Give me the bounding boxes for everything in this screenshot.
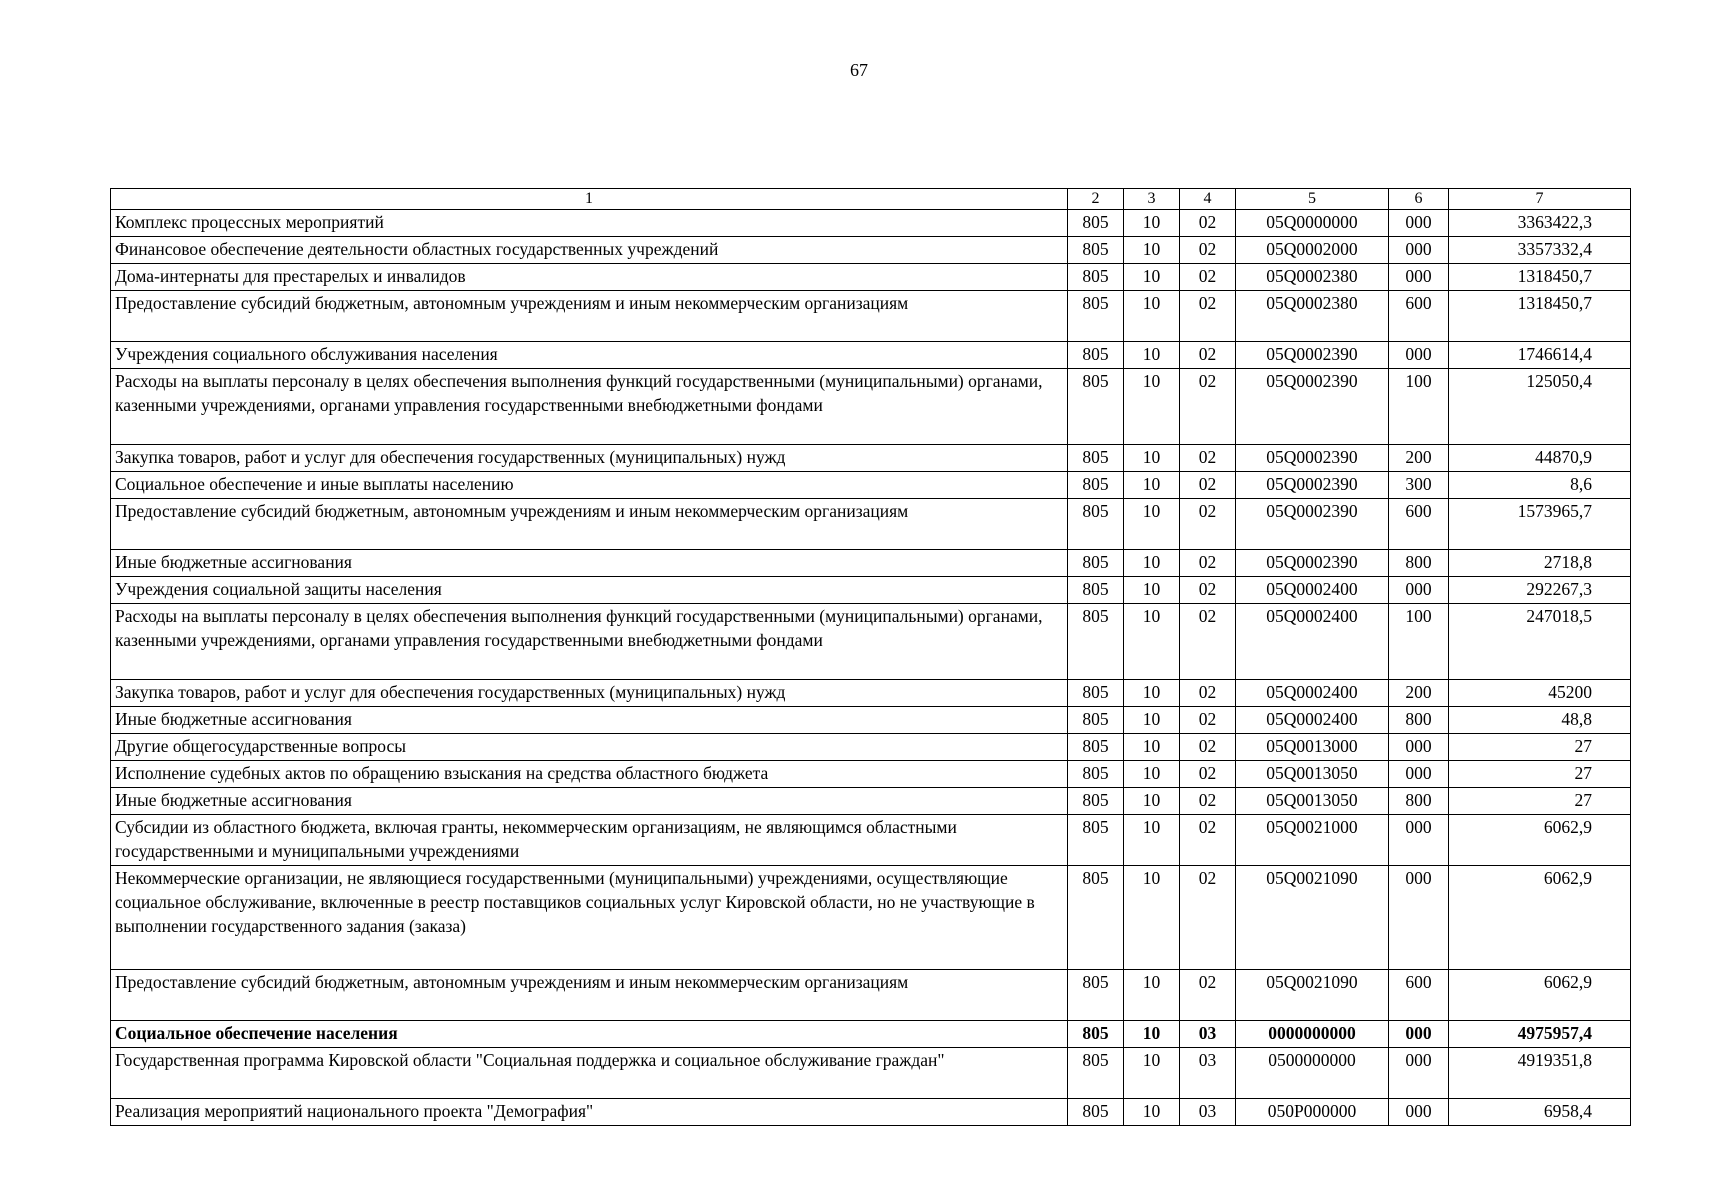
row-amount-cell: 27 xyxy=(1449,734,1631,761)
table-row xyxy=(111,445,1631,472)
row-code-3-cell: 10 xyxy=(1124,604,1180,680)
row-amount-cell: 1746614,4 xyxy=(1449,342,1631,369)
row-amount-cell: 6958,4 xyxy=(1449,1099,1631,1126)
row-code-4-cell: 03 xyxy=(1180,1048,1236,1099)
row-code-6-cell: 100 xyxy=(1389,604,1449,680)
row-code-2-cell: 805 xyxy=(1068,550,1124,577)
budget-table xyxy=(110,188,1631,1126)
row-name-cell: Иные бюджетные ассигнования xyxy=(111,707,1068,734)
header-col-1: 1 xyxy=(111,189,1068,210)
row-code-4-cell: 02 xyxy=(1180,734,1236,761)
row-amount-cell: 44870,9 xyxy=(1449,445,1631,472)
row-code-6-cell: 000 xyxy=(1389,210,1449,237)
row-code-2-cell: 805 xyxy=(1068,237,1124,264)
row-code-6-cell: 600 xyxy=(1389,291,1449,342)
table-row xyxy=(111,815,1631,866)
row-code-6-cell: 000 xyxy=(1389,237,1449,264)
row-code-5-cell: 05Q0002000 xyxy=(1236,237,1389,264)
row-code-4-cell: 02 xyxy=(1180,761,1236,788)
row-code-5-cell: 05Q0002380 xyxy=(1236,291,1389,342)
row-code-2-cell: 805 xyxy=(1068,342,1124,369)
row-amount-cell: 125050,4 xyxy=(1449,369,1631,445)
row-amount-cell: 1573965,7 xyxy=(1449,499,1631,550)
row-code-6-cell: 800 xyxy=(1389,707,1449,734)
row-code-2-cell: 805 xyxy=(1068,866,1124,970)
row-code-3-cell: 10 xyxy=(1124,472,1180,499)
table-row xyxy=(111,707,1631,734)
table-row xyxy=(111,264,1631,291)
row-code-4-cell: 02 xyxy=(1180,788,1236,815)
row-amount-cell: 4975957,4 xyxy=(1449,1021,1631,1048)
row-code-5-cell: 05Q0002390 xyxy=(1236,472,1389,499)
header-row xyxy=(111,189,1631,210)
row-code-5-cell: 05Q0021090 xyxy=(1236,866,1389,970)
row-code-5-cell: 05Q0002400 xyxy=(1236,577,1389,604)
row-code-2-cell: 805 xyxy=(1068,369,1124,445)
row-name-cell: Реализация мероприятий национального проекта "Демография" xyxy=(111,1099,1068,1126)
row-code-2-cell: 805 xyxy=(1068,680,1124,707)
row-code-5-cell: 05Q0002400 xyxy=(1236,604,1389,680)
row-code-4-cell: 02 xyxy=(1180,369,1236,445)
row-name-cell: Учреждения социального обслуживания населения xyxy=(111,342,1068,369)
row-code-6-cell: 000 xyxy=(1389,761,1449,788)
table-row xyxy=(111,291,1631,342)
row-amount-cell: 6062,9 xyxy=(1449,866,1631,970)
row-code-3-cell: 10 xyxy=(1124,970,1180,1021)
row-code-6-cell: 000 xyxy=(1389,1021,1449,1048)
table-row xyxy=(111,237,1631,264)
row-amount-cell: 3363422,3 xyxy=(1449,210,1631,237)
row-code-5-cell: 0000000000 xyxy=(1236,1021,1389,1048)
row-code-2-cell: 805 xyxy=(1068,472,1124,499)
row-code-5-cell: 0500000000 xyxy=(1236,1048,1389,1099)
row-name-cell: Предоставление субсидий бюджетным, автономным учреждениям и иным некоммерческим организациям xyxy=(111,499,1068,550)
row-name-cell: Расходы на выплаты персоналу в целях обеспечения выполнения функций государственными (муниципальными) органами, казенными учреждениями, органами управления государственными внебюджетными фондами xyxy=(111,369,1068,445)
table-row xyxy=(111,866,1631,970)
row-code-4-cell: 02 xyxy=(1180,707,1236,734)
row-name-cell: Закупка товаров, работ и услуг для обеспечения государственных (муниципальных) нужд xyxy=(111,680,1068,707)
header-col-3: 3 xyxy=(1124,189,1180,210)
header-col-7: 7 xyxy=(1449,189,1631,210)
header-col-4: 4 xyxy=(1180,189,1236,210)
row-code-4-cell: 03 xyxy=(1180,1099,1236,1126)
row-code-3-cell: 10 xyxy=(1124,1099,1180,1126)
table-row xyxy=(111,472,1631,499)
row-code-2-cell: 805 xyxy=(1068,499,1124,550)
row-code-4-cell: 02 xyxy=(1180,815,1236,866)
row-code-3-cell: 10 xyxy=(1124,237,1180,264)
row-code-3-cell: 10 xyxy=(1124,445,1180,472)
row-code-3-cell: 10 xyxy=(1124,788,1180,815)
table-row xyxy=(111,577,1631,604)
table-row xyxy=(111,210,1631,237)
header-col-5: 5 xyxy=(1236,189,1389,210)
header-col-6: 6 xyxy=(1389,189,1449,210)
row-amount-cell: 8,6 xyxy=(1449,472,1631,499)
row-code-4-cell: 02 xyxy=(1180,577,1236,604)
row-code-5-cell: 05Q0002390 xyxy=(1236,499,1389,550)
row-name-cell: Иные бюджетные ассигнования xyxy=(111,788,1068,815)
row-name-cell: Предоставление субсидий бюджетным, автономным учреждениям и иным некоммерческим организациям xyxy=(111,291,1068,342)
row-code-3-cell: 10 xyxy=(1124,577,1180,604)
row-code-3-cell: 10 xyxy=(1124,291,1180,342)
row-code-3-cell: 10 xyxy=(1124,680,1180,707)
row-code-5-cell: 05Q0021090 xyxy=(1236,970,1389,1021)
row-code-5-cell: 05Q0002390 xyxy=(1236,369,1389,445)
table-row xyxy=(111,550,1631,577)
row-code-2-cell: 805 xyxy=(1068,291,1124,342)
row-code-2-cell: 805 xyxy=(1068,577,1124,604)
row-code-3-cell: 10 xyxy=(1124,866,1180,970)
row-code-4-cell: 02 xyxy=(1180,264,1236,291)
row-name-cell: Дома-интернаты для престарелых и инвалидов xyxy=(111,264,1068,291)
row-code-4-cell: 02 xyxy=(1180,445,1236,472)
row-code-4-cell: 03 xyxy=(1180,1021,1236,1048)
row-code-6-cell: 000 xyxy=(1389,342,1449,369)
row-code-4-cell: 02 xyxy=(1180,499,1236,550)
row-code-6-cell: 600 xyxy=(1389,970,1449,1021)
row-code-5-cell: 05Q0000000 xyxy=(1236,210,1389,237)
row-name-cell: Иные бюджетные ассигнования xyxy=(111,550,1068,577)
row-code-6-cell: 100 xyxy=(1389,369,1449,445)
row-code-5-cell: 05Q0002390 xyxy=(1236,445,1389,472)
row-code-2-cell: 805 xyxy=(1068,815,1124,866)
row-amount-cell: 45200 xyxy=(1449,680,1631,707)
row-code-6-cell: 600 xyxy=(1389,499,1449,550)
row-amount-cell: 27 xyxy=(1449,788,1631,815)
table-row xyxy=(111,499,1631,550)
table-row xyxy=(111,342,1631,369)
table-row xyxy=(111,369,1631,445)
row-code-3-cell: 10 xyxy=(1124,499,1180,550)
row-code-2-cell: 805 xyxy=(1068,970,1124,1021)
row-name-cell: Учреждения социальной защиты населения xyxy=(111,577,1068,604)
row-code-4-cell: 02 xyxy=(1180,342,1236,369)
row-amount-cell: 48,8 xyxy=(1449,707,1631,734)
row-name-cell: Предоставление субсидий бюджетным, автономным учреждениям и иным некоммерческим организациям xyxy=(111,970,1068,1021)
table-row xyxy=(111,604,1631,680)
row-code-6-cell: 200 xyxy=(1389,445,1449,472)
row-code-3-cell: 10 xyxy=(1124,815,1180,866)
header-col-2: 2 xyxy=(1068,189,1124,210)
row-code-2-cell: 805 xyxy=(1068,1021,1124,1048)
row-code-5-cell: 05Q0002390 xyxy=(1236,342,1389,369)
row-code-3-cell: 10 xyxy=(1124,369,1180,445)
row-name-cell: Финансовое обеспечение деятельности областных государственных учреждений xyxy=(111,237,1068,264)
row-code-2-cell: 805 xyxy=(1068,264,1124,291)
row-code-5-cell: 05Q0021000 xyxy=(1236,815,1389,866)
row-amount-cell: 4919351,8 xyxy=(1449,1048,1631,1099)
row-name-cell: Социальное обеспечение населения xyxy=(111,1021,1068,1048)
row-code-3-cell: 10 xyxy=(1124,550,1180,577)
table-row xyxy=(111,680,1631,707)
table-row xyxy=(111,1021,1631,1048)
row-code-3-cell: 10 xyxy=(1124,761,1180,788)
row-code-5-cell: 05Q0002400 xyxy=(1236,680,1389,707)
row-name-cell: Некоммерческие организации, не являющиеся государственными (муниципальными) учреждениями, осуществляющие социальное обслуживание, включенные в реестр поставщиков социальных услуг Кировской области, но не участвующие в выполнении государственного задания (заказа) xyxy=(111,866,1068,970)
table-row xyxy=(111,788,1631,815)
row-code-4-cell: 02 xyxy=(1180,210,1236,237)
row-name-cell: Исполнение судебных актов по обращению взыскания на средства областного бюджета xyxy=(111,761,1068,788)
table-row xyxy=(111,1048,1631,1099)
row-code-3-cell: 10 xyxy=(1124,264,1180,291)
row-code-2-cell: 805 xyxy=(1068,445,1124,472)
row-amount-cell: 3357332,4 xyxy=(1449,237,1631,264)
row-amount-cell: 1318450,7 xyxy=(1449,291,1631,342)
row-amount-cell: 247018,5 xyxy=(1449,604,1631,680)
row-code-2-cell: 805 xyxy=(1068,210,1124,237)
row-code-4-cell: 02 xyxy=(1180,866,1236,970)
row-code-3-cell: 10 xyxy=(1124,1048,1180,1099)
row-code-6-cell: 000 xyxy=(1389,1099,1449,1126)
row-code-6-cell: 000 xyxy=(1389,734,1449,761)
row-code-6-cell: 800 xyxy=(1389,788,1449,815)
row-name-cell: Закупка товаров, работ и услуг для обеспечения государственных (муниципальных) нужд xyxy=(111,445,1068,472)
row-code-5-cell: 05Q0002390 xyxy=(1236,550,1389,577)
row-code-6-cell: 000 xyxy=(1389,1048,1449,1099)
row-amount-cell: 2718,8 xyxy=(1449,550,1631,577)
row-code-2-cell: 805 xyxy=(1068,707,1124,734)
row-code-4-cell: 02 xyxy=(1180,472,1236,499)
table-row xyxy=(111,734,1631,761)
row-code-2-cell: 805 xyxy=(1068,1048,1124,1099)
row-code-5-cell: 05Q0002400 xyxy=(1236,707,1389,734)
row-code-3-cell: 10 xyxy=(1124,1021,1180,1048)
row-code-5-cell: 050P000000 xyxy=(1236,1099,1389,1126)
row-name-cell: Государственная программа Кировской области "Социальная поддержка и социальное обслуживание граждан" xyxy=(111,1048,1068,1099)
row-code-2-cell: 805 xyxy=(1068,1099,1124,1126)
row-code-4-cell: 02 xyxy=(1180,550,1236,577)
row-code-3-cell: 10 xyxy=(1124,734,1180,761)
row-code-6-cell: 300 xyxy=(1389,472,1449,499)
row-code-2-cell: 805 xyxy=(1068,761,1124,788)
row-code-3-cell: 10 xyxy=(1124,210,1180,237)
row-code-6-cell: 200 xyxy=(1389,680,1449,707)
row-amount-cell: 27 xyxy=(1449,761,1631,788)
row-code-4-cell: 02 xyxy=(1180,291,1236,342)
row-code-6-cell: 000 xyxy=(1389,815,1449,866)
row-code-6-cell: 800 xyxy=(1389,550,1449,577)
row-amount-cell: 6062,9 xyxy=(1449,970,1631,1021)
row-code-3-cell: 10 xyxy=(1124,707,1180,734)
row-amount-cell: 292267,3 xyxy=(1449,577,1631,604)
row-name-cell: Расходы на выплаты персоналу в целях обеспечения выполнения функций государственными (муниципальными) органами, казенными учреждениями, органами управления государственными внебюджетными фондами xyxy=(111,604,1068,680)
row-name-cell: Социальное обеспечение и иные выплаты населению xyxy=(111,472,1068,499)
row-code-4-cell: 02 xyxy=(1180,237,1236,264)
table-row xyxy=(111,1099,1631,1126)
row-amount-cell: 6062,9 xyxy=(1449,815,1631,866)
row-code-6-cell: 000 xyxy=(1389,577,1449,604)
row-code-2-cell: 805 xyxy=(1068,604,1124,680)
row-code-5-cell: 05Q0002380 xyxy=(1236,264,1389,291)
page-number: 67 xyxy=(850,60,868,80)
row-name-cell: Другие общегосударственные вопросы xyxy=(111,734,1068,761)
table-row xyxy=(111,761,1631,788)
row-name-cell: Субсидии из областного бюджета, включая гранты, некоммерческим организациям, не являющимся областными государственными и муниципальными учреждениями xyxy=(111,815,1068,866)
row-amount-cell: 1318450,7 xyxy=(1449,264,1631,291)
row-code-5-cell: 05Q0013000 xyxy=(1236,734,1389,761)
row-code-3-cell: 10 xyxy=(1124,342,1180,369)
row-code-6-cell: 000 xyxy=(1389,264,1449,291)
row-code-5-cell: 05Q0013050 xyxy=(1236,761,1389,788)
row-code-4-cell: 02 xyxy=(1180,970,1236,1021)
row-code-2-cell: 805 xyxy=(1068,734,1124,761)
row-code-2-cell: 805 xyxy=(1068,788,1124,815)
table-row xyxy=(111,970,1631,1021)
row-code-4-cell: 02 xyxy=(1180,604,1236,680)
row-code-5-cell: 05Q0013050 xyxy=(1236,788,1389,815)
row-name-cell: Комплекс процессных мероприятий xyxy=(111,210,1068,237)
row-code-4-cell: 02 xyxy=(1180,680,1236,707)
row-code-6-cell: 000 xyxy=(1389,866,1449,970)
